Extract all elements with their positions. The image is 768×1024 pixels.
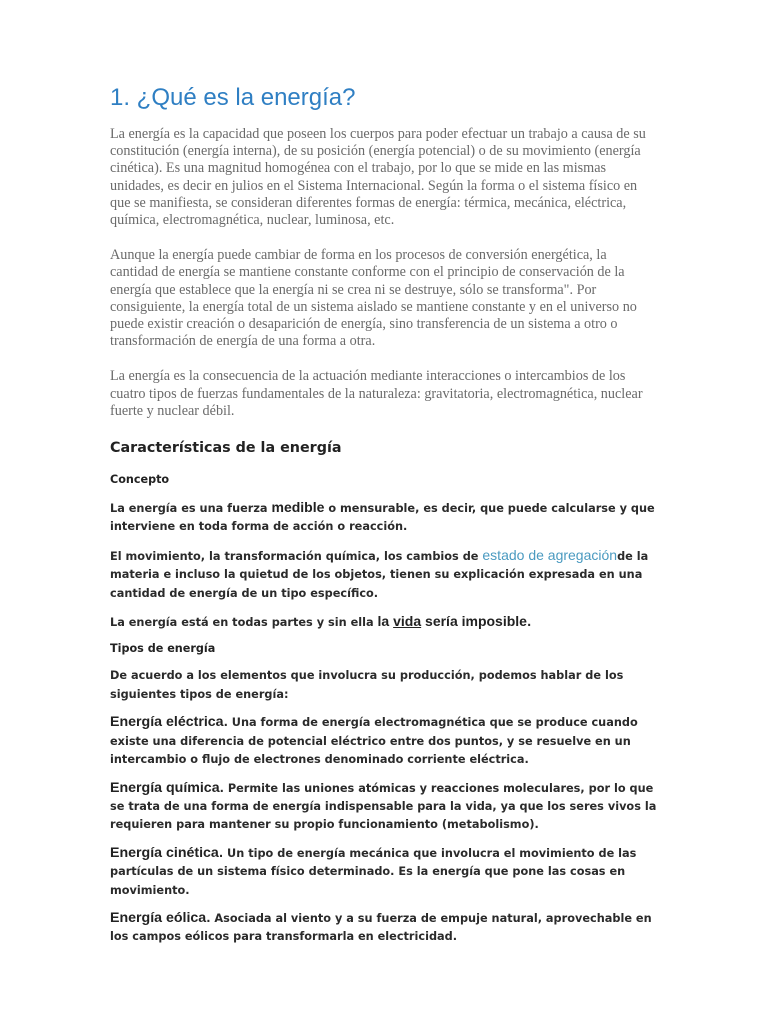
text-run: o mensurable, es decir, que puede calcularse y que interviene en toda forma de acción o reacción. — [110, 502, 655, 534]
emphasis-seria-imposible: sería imposible — [421, 613, 527, 630]
energy-type-desc: . Un tipo de energía mecánica que involucra el movimiento de las partículas de un sistema físico determinado. Es la energía que pone las cosas en movimiento. — [110, 846, 637, 897]
energy-type-name: Energía química — [110, 779, 220, 796]
concept-paragraph — [110, 498, 658, 537]
everywhere-paragraph — [110, 612, 658, 632]
concept-heading: Concepto — [110, 473, 170, 487]
energy-type-desc: . Permite las uniones atómicas y reacciones moleculares, por lo que se trata de una forma de energía indispensable para la vida, ya que los seres vivos la requieren para mantener su propio funcionamiento (metabolismo). — [110, 781, 657, 832]
types-intro: De acuerdo a los elementos que involucra su producción, podemos hablar de los siguientes tipos de energía: — [110, 669, 624, 701]
energy-type-item — [110, 844, 658, 900]
energy-type-item — [110, 779, 658, 835]
energy-type-name: Energía eléctrica — [110, 714, 224, 731]
document-page — [110, 82, 658, 956]
emphasis-la: la — [377, 613, 394, 630]
energy-type-name: Energía eólica — [110, 909, 207, 926]
movement-paragraph — [110, 546, 658, 603]
page-title: 1. ¿Qué es la energía? — [110, 84, 356, 111]
energy-type-desc: . Asociada al viento y a su fuerza de empuje natural, aprovechable en los campos eólicos para transformarla en electricidad. — [110, 911, 652, 944]
energy-type-name: Energía cinética — [110, 844, 219, 861]
types-heading: Tipos de energía — [110, 642, 216, 656]
energy-type-desc: . Una forma de energía electromagnética que se produce cuando existe una diferencia de potencial eléctrico entre dos puntos, y se resuelve en un intercambio o flujo de electrones denominado corriente eléctrica. — [110, 716, 638, 767]
text-run: de la materia e incluso la quietud de los objetos, tienen su explicación expresada en una cantidad de energía de un tipo específico. — [110, 549, 649, 600]
estado-agregacion-link[interactable]: estado de agregación — [482, 546, 618, 563]
intro-paragraph: La energía es la consecuencia de la actuación mediante interacciones o intercambios de los cuatro tipos de fuerzas fundamentales de la naturaleza: gravitatoria, electromagnética, nuclear fuerte y nuclear débil. — [110, 368, 643, 419]
text-run: El movimiento, la transformación química, los cambios de — [110, 549, 483, 563]
intro-paragraph: La energía es la capacidad que poseen los cuerpos para poder efectuar un trabajo a causa de su constitución (energía interna), de su posición (energía potencial) o de su movimiento (energía cinética). Es una magnitud homogénea con el trabajo, por lo que se mide en las mismas unidades, es decir en julios en el Sistema Internacional. Según la forma o el sistema físico en que se manifiesta, se consideran diferentes formas de energía: térmica, mecánica, eléctrica, química, electromagnética, nuclear, luminosa, etc. — [110, 126, 646, 229]
text-run: . — [526, 616, 532, 630]
emphasis-medible: medible — [271, 499, 325, 516]
energy-type-item — [110, 909, 658, 947]
vida-link[interactable]: vida — [393, 613, 422, 630]
text-run: La energía es una fuerza — [110, 502, 272, 516]
intro-paragraph: Aunque la energía puede cambiar de forma en los procesos de conversión energética, la cantidad de energía se mantiene constante conforme con el principio de conservación de la energía que establece que la energía ni se crea ni se destruye, sólo se transforma". Por consiguiente, la energía total de un sistema aislado se mantiene constante y en el universo no puede existir creación o desaparición de energía, sino transferencia de un sistema a otro o transformación de energía de una forma a otra. — [110, 247, 637, 350]
text-run: La energía está en todas partes y sin ella — [110, 616, 378, 630]
energy-type-item — [110, 713, 658, 769]
characteristics-heading: Características de la energía — [110, 440, 342, 457]
